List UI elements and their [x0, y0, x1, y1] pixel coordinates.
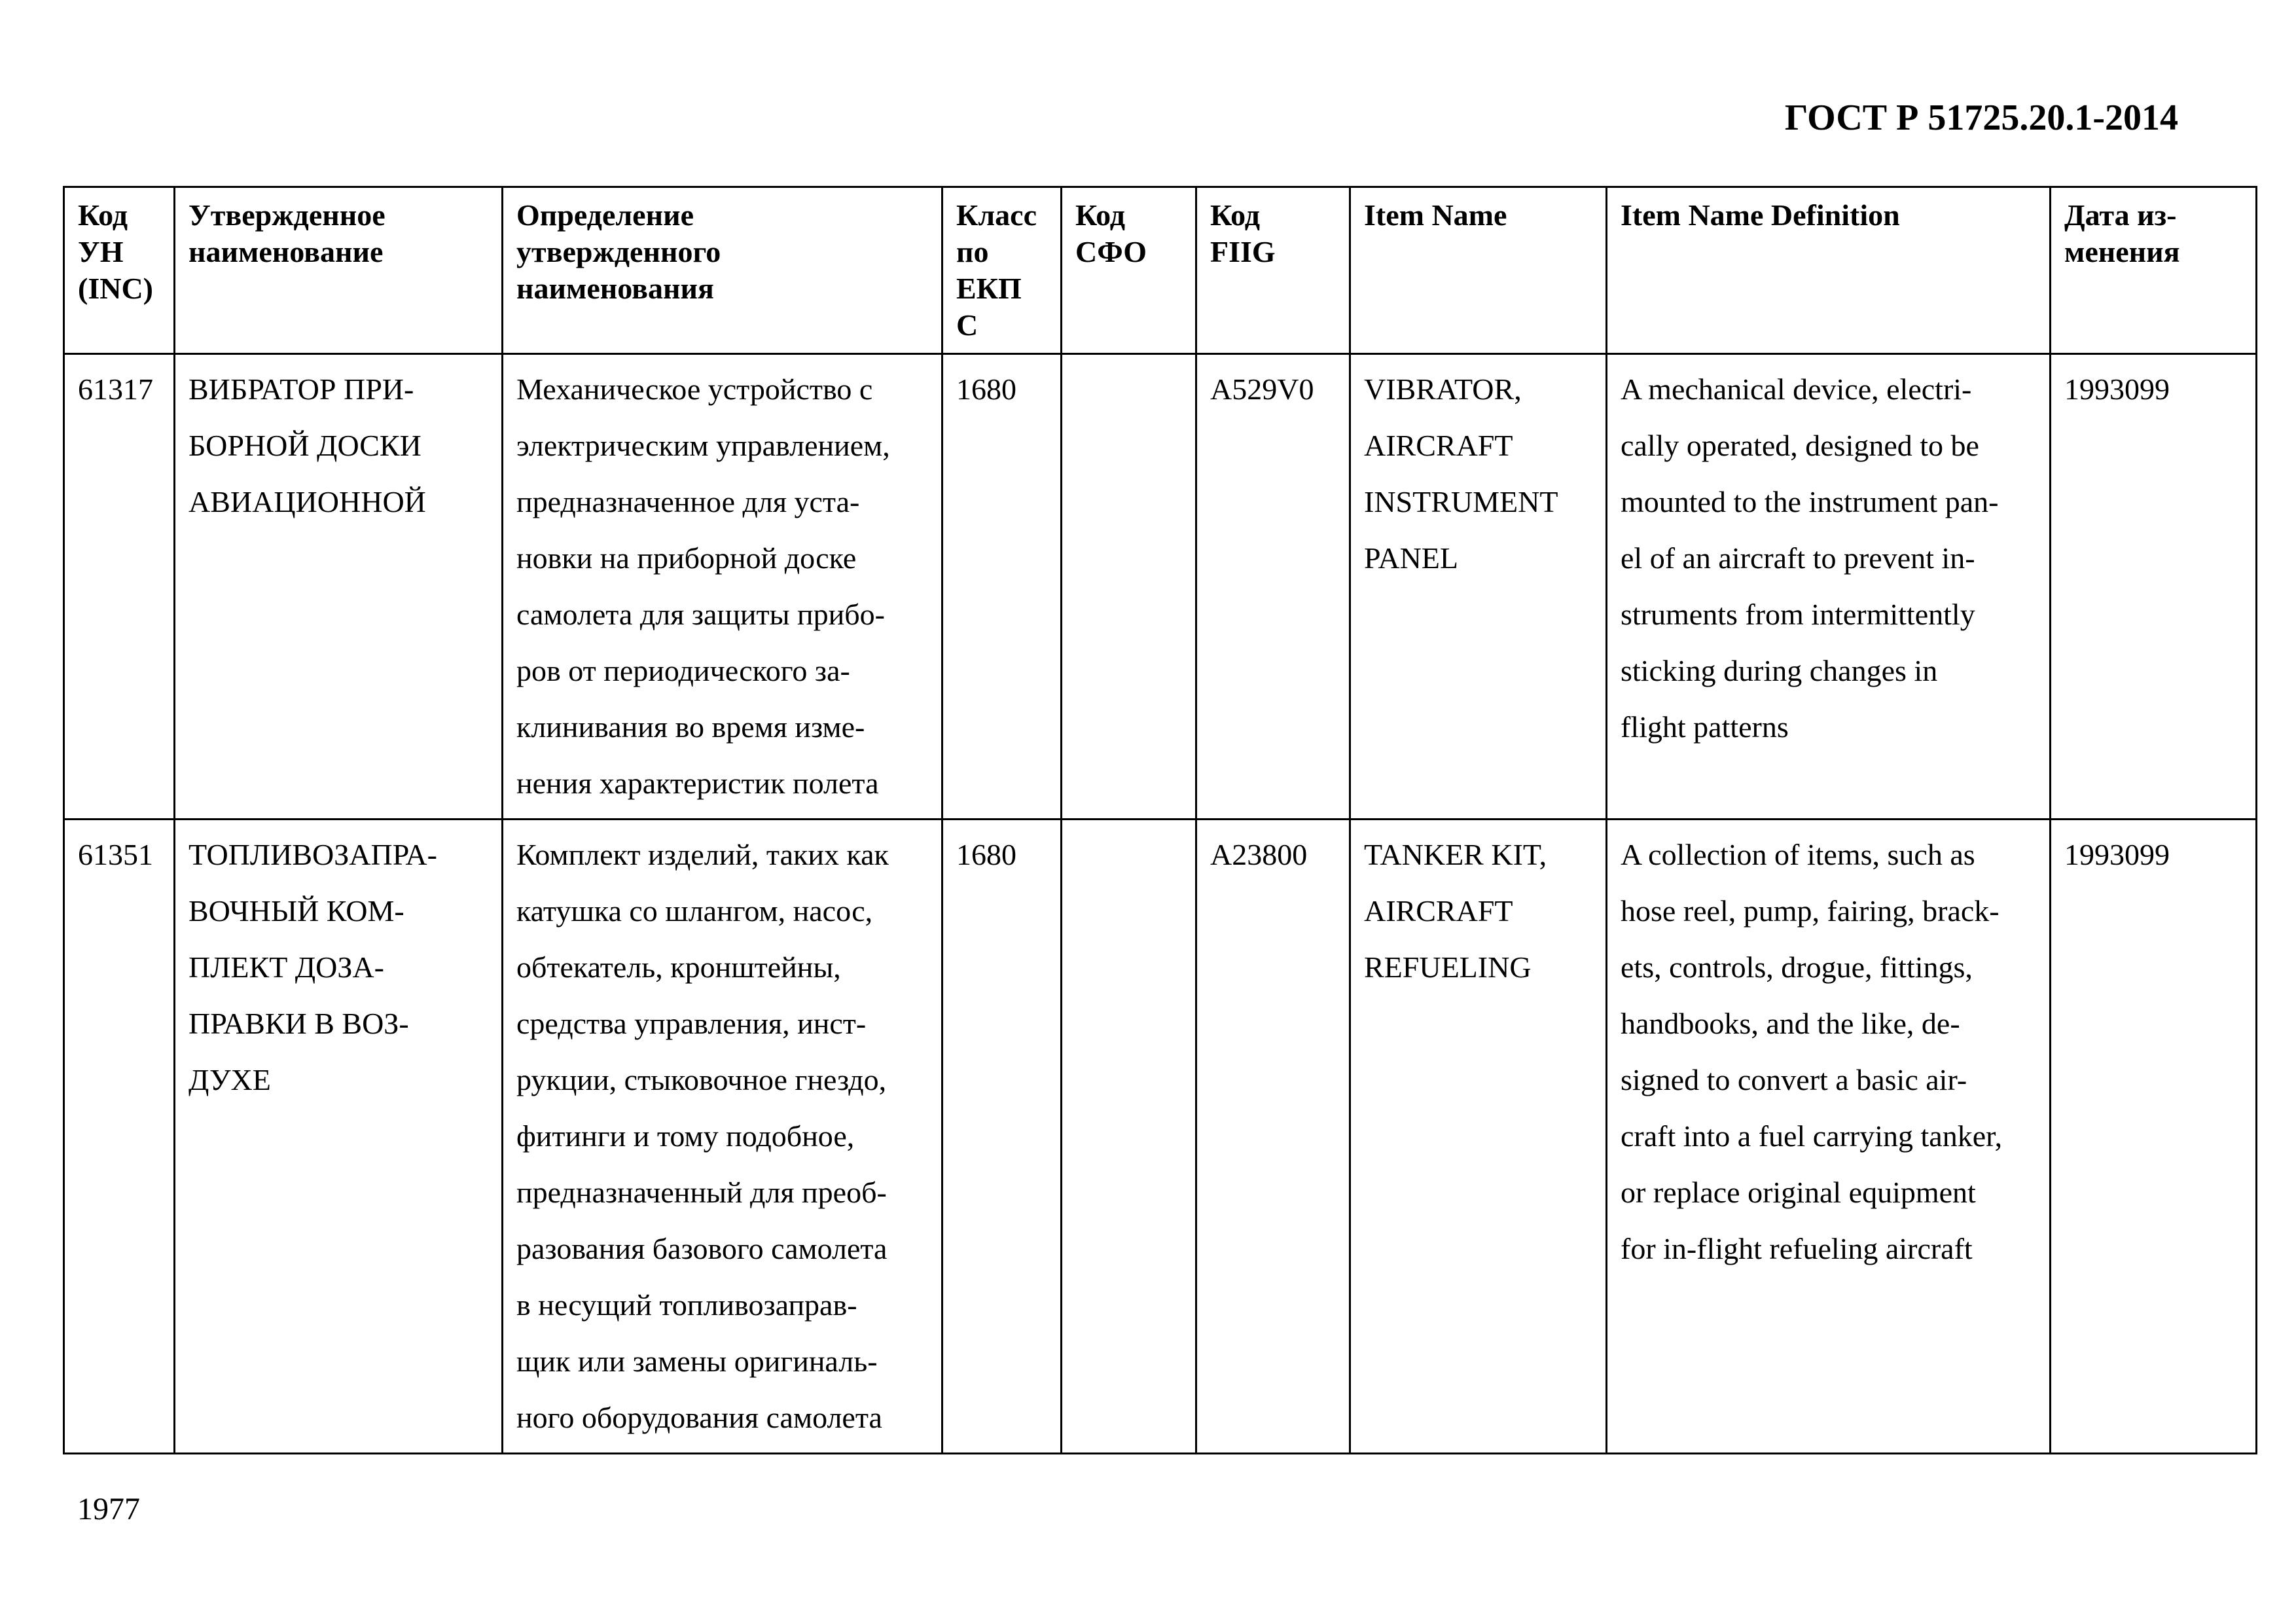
cell-approved-name: ВИБРАТОР ПРИ- БОРНОЙ ДОСКИ АВИАЦИОННОЙ — [175, 354, 503, 820]
column-header-change-date: Дата из- менения — [2051, 187, 2257, 354]
cell-fiig: A529V0 — [1196, 354, 1350, 820]
column-header-class: Класс по ЕКП С — [942, 187, 1062, 354]
column-header-fiig: Код FIIG — [1196, 187, 1350, 354]
table-header-row — [64, 187, 2257, 354]
cell-class: 1680 — [942, 820, 1062, 1454]
cell-approved-name: ТОПЛИВОЗАПРА- ВОЧНЫЙ КОМ- ПЛЕКТ ДОЗА- ПРАВКИ В ВОЗ- ДУХЕ — [175, 820, 503, 1454]
cell-definition: Комплект изделий, таких как катушка со шлангом, насос, обтекатель, кронштейны, средства управления, инст- рукции, стыковочное гнездо, фитинги и тому подобное, предназначенный для преоб- разования базового самолета в несущий топливозаправ- щик или замены оригиналь- ного оборудования самолета — [503, 820, 942, 1454]
table-row — [64, 354, 2257, 820]
cell-inc: 61351 — [64, 820, 175, 1454]
cell-item-definition: A collection of items, such as hose reel, pump, fairing, brack- ets, controls, drogue, fittings, handbooks, and the like, de- signed to convert a basic air- craft into a fuel carrying tanker, or replace original equipment for in-flight refueling aircraft — [1607, 820, 2051, 1454]
cell-change-date: 1993099 — [2051, 354, 2257, 820]
column-header-item-name: Item Name — [1350, 187, 1607, 354]
table-row — [64, 820, 2257, 1454]
cell-sfo — [1062, 354, 1196, 820]
cell-definition: Механическое устройство с электрическим управлением, предназначенное для уста- новки на приборной доске самолета для защиты прибо- ров от периодического за- клинивания во время изме- нения характеристик полета — [503, 354, 942, 820]
cell-class: 1680 — [942, 354, 1062, 820]
cell-sfo — [1062, 820, 1196, 1454]
cell-item-name: TANKER KIT, AIRCRAFT REFUELING — [1350, 820, 1607, 1454]
column-header-sfo: Код СФО — [1062, 187, 1196, 354]
page-number: 1977 — [77, 1492, 140, 1526]
cell-change-date: 1993099 — [2051, 820, 2257, 1454]
cell-inc: 61317 — [64, 354, 175, 820]
cell-item-name: VIBRATOR, AIRCRAFT INSTRUMENT PANEL — [1350, 354, 1607, 820]
cell-item-definition: A mechanical device, electri- cally operated, designed to be mounted to the instrument pan- el of an aircraft to prevent in- struments from intermittently sticking during changes in flight patterns — [1607, 354, 2051, 820]
item-name-table — [63, 186, 2257, 1454]
document-standard-title: ГОСТ Р 51725.20.1-2014 — [1784, 98, 2178, 138]
column-header-item-definition: Item Name Definition — [1607, 187, 2051, 354]
cell-fiig: A23800 — [1196, 820, 1350, 1454]
column-header-definition: Определение утвержденного наименования — [503, 187, 942, 354]
column-header-approved-name: Утвержденное наименование — [175, 187, 503, 354]
column-header-inc: Код УН (INC) — [64, 187, 175, 354]
